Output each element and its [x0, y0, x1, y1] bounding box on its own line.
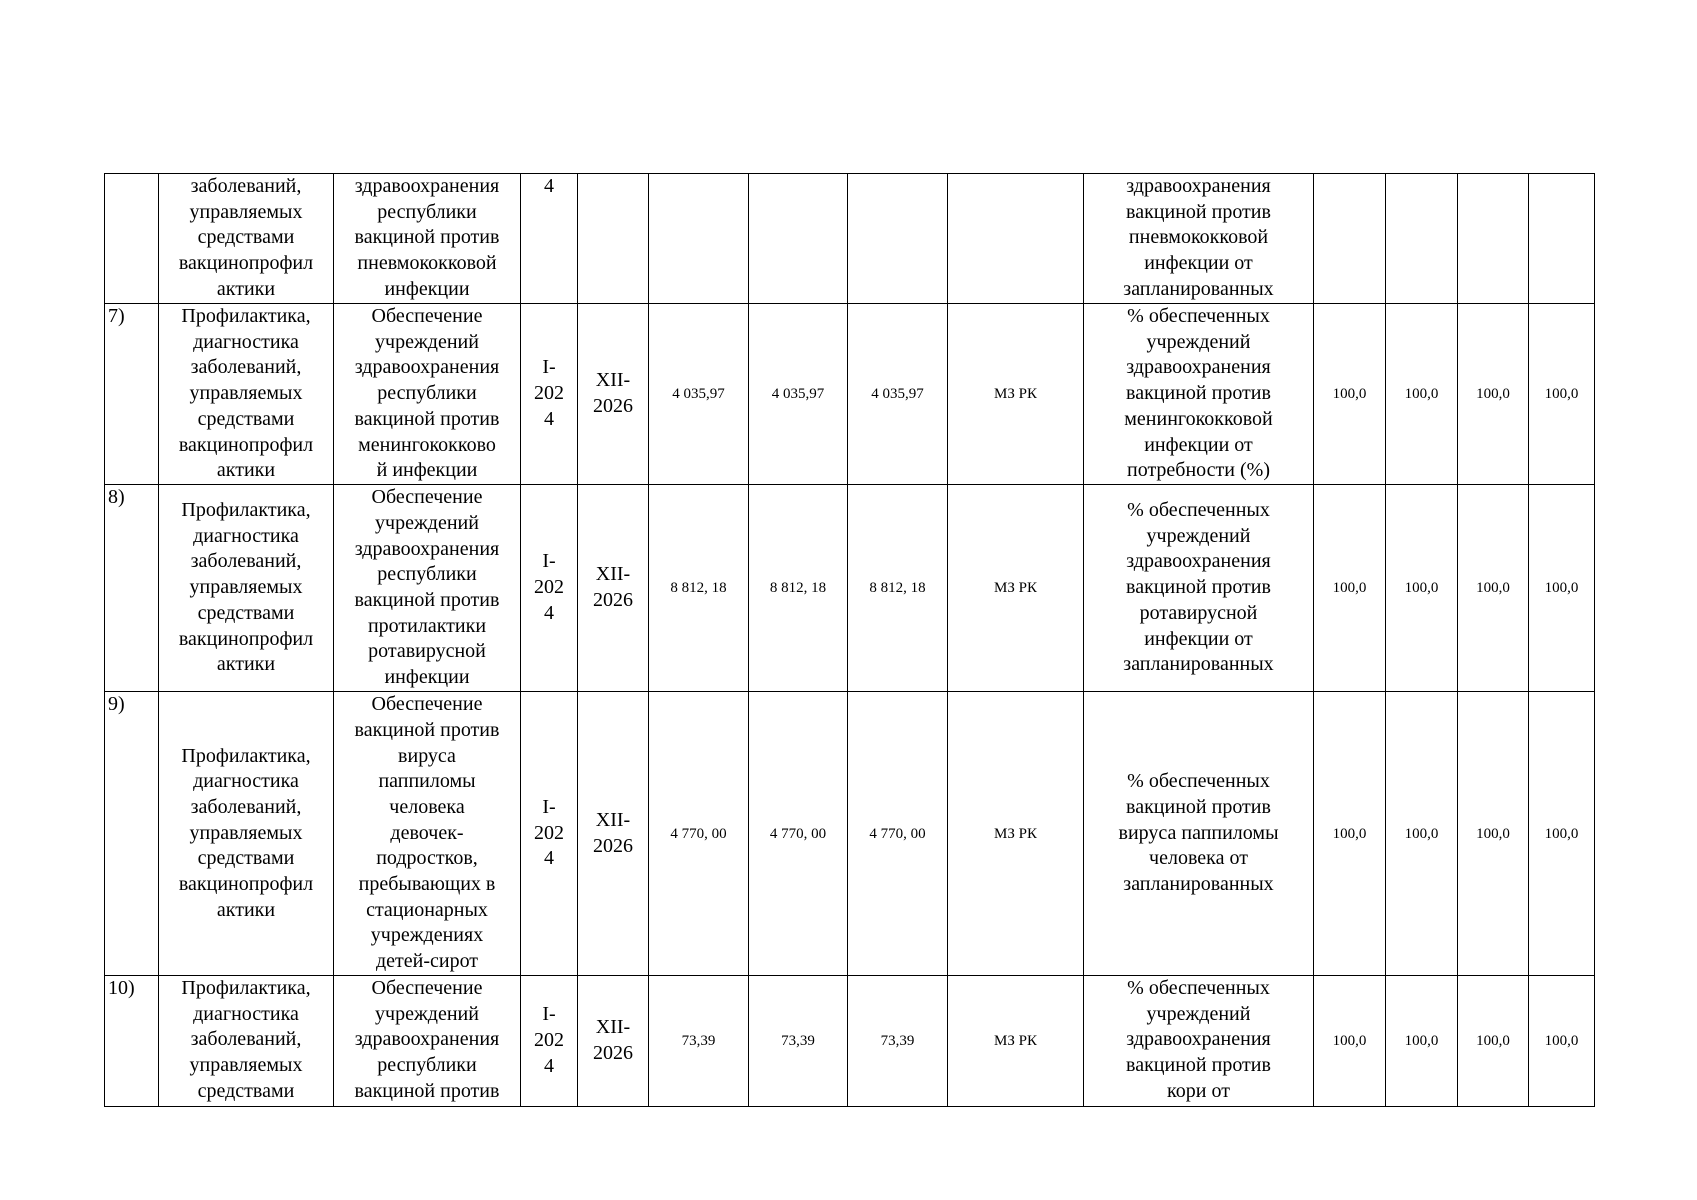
indicator-cell: % обеспеченных учреждений здравоохранения вакциной против кори от — [1084, 976, 1314, 1107]
amount-cell-3: 4 035,97 — [848, 304, 948, 485]
executor-cell: МЗ РК — [948, 304, 1084, 485]
value-cell-3: 100,0 — [1458, 976, 1529, 1107]
value-cell-1: 100,0 — [1314, 976, 1386, 1107]
table-row — [105, 692, 1595, 976]
amount-cell-1: 8 812, 18 — [649, 485, 749, 692]
measures-table — [104, 173, 1595, 1107]
row-number: 9) — [105, 692, 159, 976]
row-number: 8) — [105, 485, 159, 692]
amount-cell-1: 73,39 — [649, 976, 749, 1107]
value-cell-3 — [1458, 174, 1529, 304]
amount-cell-2: 73,39 — [749, 976, 848, 1107]
end-date-cell: XII- 2026 — [578, 692, 649, 976]
executor-cell: МЗ РК — [948, 692, 1084, 976]
start-date-cell: I- 202 4 — [521, 304, 578, 485]
end-date-cell: XII- 2026 — [578, 304, 649, 485]
value-cell-4: 100,0 — [1529, 692, 1595, 976]
amount-cell-3: 4 770, 00 — [848, 692, 948, 976]
end-date-cell: XII- 2026 — [578, 485, 649, 692]
row-number: 10) — [105, 976, 159, 1107]
value-cell-4: 100,0 — [1529, 485, 1595, 692]
amount-cell-1: 4 770, 00 — [649, 692, 749, 976]
value-cell-2: 100,0 — [1386, 692, 1458, 976]
amount-cell-2: 8 812, 18 — [749, 485, 848, 692]
table-row — [105, 976, 1595, 1107]
amount-cell-3 — [848, 174, 948, 304]
measure-cell: Обеспечение учреждений здравоохранения республики вакциной против — [334, 976, 521, 1107]
value-cell-2 — [1386, 174, 1458, 304]
executor-cell: МЗ РК — [948, 976, 1084, 1107]
amount-cell-2 — [749, 174, 848, 304]
value-cell-1 — [1314, 174, 1386, 304]
executor-cell: МЗ РК — [948, 485, 1084, 692]
table-row — [105, 304, 1595, 485]
direction-cell: Профилактика, диагностика заболеваний, управляемых средствами вакцинопрофил актики — [159, 692, 334, 976]
amount-cell-2: 4 770, 00 — [749, 692, 848, 976]
amount-cell-1 — [649, 174, 749, 304]
value-cell-3: 100,0 — [1458, 692, 1529, 976]
value-cell-4: 100,0 — [1529, 304, 1595, 485]
measure-cell: Обеспечение вакциной против вируса паппиломы человека девочек- подростков, пребывающих в стационарных учреждениях детей-сирот — [334, 692, 521, 976]
measure-cell: здравоохранения республики вакциной против пневмококковой инфекции — [334, 174, 521, 304]
direction-cell: Профилактика, диагностика заболеваний, управляемых средствами — [159, 976, 334, 1107]
measure-cell: Обеспечение учреждений здравоохранения республики вакциной против менингококково й инфекции — [334, 304, 521, 485]
direction-cell: Профилактика, диагностика заболеваний, управляемых средствами вакцинопрофил актики — [159, 485, 334, 692]
measure-cell: Обеспечение учреждений здравоохранения республики вакциной против протилактики ротавирусной инфекции — [334, 485, 521, 692]
amount-cell-3: 73,39 — [848, 976, 948, 1107]
indicator-cell: % обеспеченных вакциной против вируса паппиломы человека от запланированных — [1084, 692, 1314, 976]
value-cell-4: 100,0 — [1529, 976, 1595, 1107]
value-cell-2: 100,0 — [1386, 485, 1458, 692]
row-number — [105, 174, 159, 304]
value-cell-3: 100,0 — [1458, 485, 1529, 692]
value-cell-3: 100,0 — [1458, 304, 1529, 485]
start-date-cell: 4 — [521, 174, 578, 304]
value-cell-4 — [1529, 174, 1595, 304]
value-cell-1: 100,0 — [1314, 692, 1386, 976]
amount-cell-2: 4 035,97 — [749, 304, 848, 485]
value-cell-1: 100,0 — [1314, 485, 1386, 692]
end-date-cell — [578, 174, 649, 304]
indicator-cell: % обеспеченных учреждений здравоохранения вакциной против ротавирусной инфекции от запланированных — [1084, 485, 1314, 692]
table-row — [105, 485, 1595, 692]
table-row — [105, 174, 1595, 304]
value-cell-2: 100,0 — [1386, 304, 1458, 485]
amount-cell-3: 8 812, 18 — [848, 485, 948, 692]
start-date-cell: I- 202 4 — [521, 485, 578, 692]
indicator-cell: % обеспеченных учреждений здравоохранения вакциной против менингококковой инфекции от потребности (%) — [1084, 304, 1314, 485]
start-date-cell: I- 202 4 — [521, 692, 578, 976]
value-cell-2: 100,0 — [1386, 976, 1458, 1107]
amount-cell-1: 4 035,97 — [649, 304, 749, 485]
executor-cell — [948, 174, 1084, 304]
start-date-cell: I- 202 4 — [521, 976, 578, 1107]
end-date-cell: XII- 2026 — [578, 976, 649, 1107]
direction-cell: заболеваний, управляемых средствами вакцинопрофил актики — [159, 174, 334, 304]
value-cell-1: 100,0 — [1314, 304, 1386, 485]
direction-cell: Профилактика, диагностика заболеваний, управляемых средствами вакцинопрофил актики — [159, 304, 334, 485]
row-number: 7) — [105, 304, 159, 485]
indicator-cell: здравоохранения вакциной против пневмококковой инфекции от запланированных — [1084, 174, 1314, 304]
